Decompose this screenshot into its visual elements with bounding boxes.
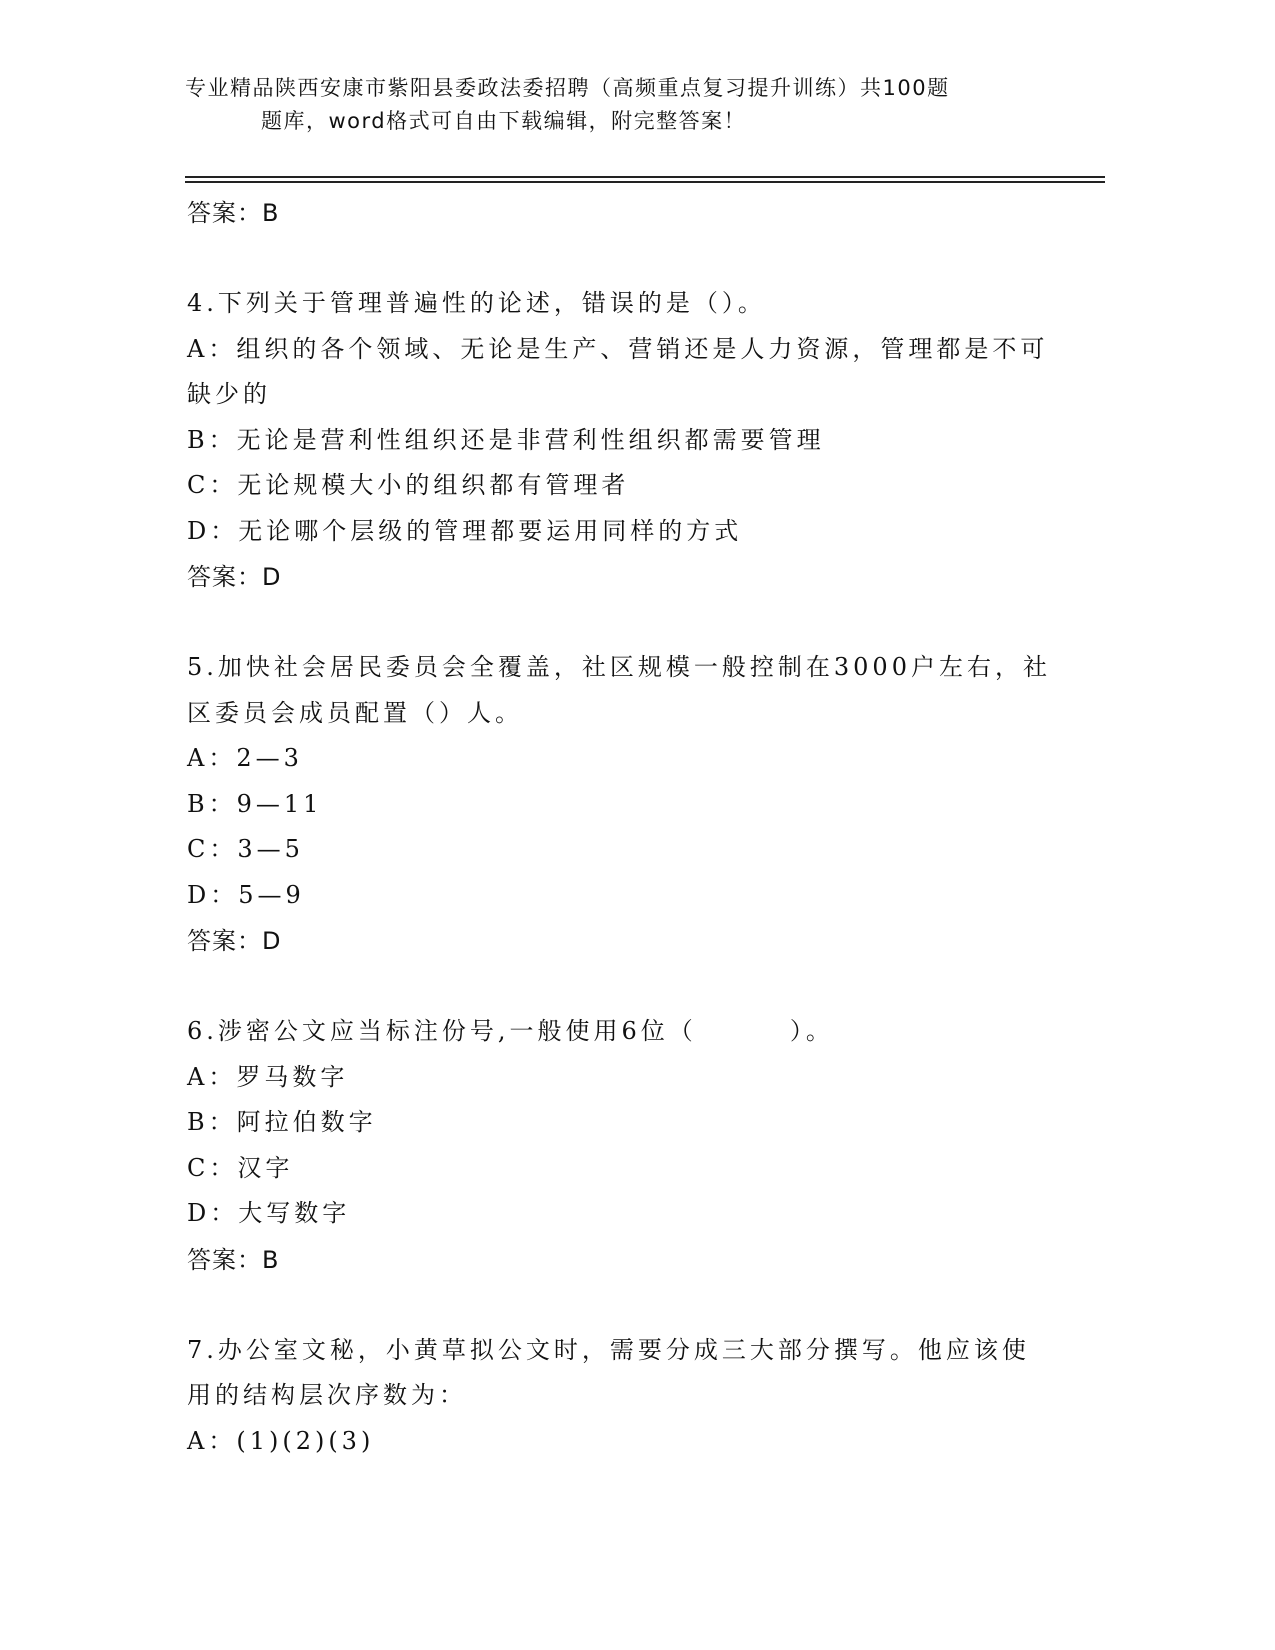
option-a: A：罗马数字 <box>187 1062 349 1091</box>
question-stem: 4.下列关于管理普遍性的论述，错误的是（）。 <box>187 289 766 317</box>
option-c: C：无论规模大小的组织都有管理者 <box>187 471 630 499</box>
spacer <box>187 964 1067 1009</box>
question-stem: 6.涉密公文应当标注份号,一般使用6位（ ）。 <box>187 1017 834 1045</box>
answer-line: 答案：D <box>187 927 282 955</box>
question-block <box>187 1328 1067 1465</box>
header-rule-top <box>185 176 1105 178</box>
option-b: B：9—11 <box>187 789 323 818</box>
question-stem-continued: 用的结构层次序数为： <box>187 1381 467 1409</box>
spacer <box>187 600 1067 645</box>
option-d: D：无论哪个层级的管理都要运用同样的方式 <box>187 516 743 545</box>
question-block <box>187 281 1067 600</box>
answer-line: 答案：B <box>187 1245 280 1274</box>
question-block <box>187 645 1067 964</box>
question-stem: 7.办公室文秘，小黄草拟公文时，需要分成三大部分撰写。他应该使 <box>187 1335 1030 1364</box>
spacer <box>187 1283 1067 1328</box>
option-c: C：3—5 <box>187 835 304 863</box>
option-d: D：大写数字 <box>187 1199 351 1227</box>
spacer <box>187 236 1067 281</box>
question-stem: 5.加快社会居民委员会全覆盖，社区规模一般控制在3000户左右，社 <box>187 653 1051 681</box>
option-d: D：5—9 <box>187 880 305 909</box>
option-a-continued: 缺少的 <box>187 380 271 408</box>
document-header <box>185 72 1045 138</box>
header-line-2: 题库，word格式可自由下载编辑，附完整答案！ <box>261 109 747 133</box>
option-a: A：组织的各个领域、无论是生产、营销还是人力资源，管理都是不可 <box>187 334 1049 363</box>
header-rule-bottom <box>185 181 1105 183</box>
answer-line: 答案：B <box>187 199 280 227</box>
question-block <box>187 1009 1067 1283</box>
option-c: C：汉字 <box>187 1153 294 1182</box>
header-line-1: 专业精品陕西安康市紫阳县委政法委招聘（高频重点复习提升训练）共100题 <box>185 76 950 100</box>
document-body <box>187 190 1067 1464</box>
answer-line: 答案：D <box>187 563 282 591</box>
option-b: B：无论是营利性组织还是非营利性组织都需要管理 <box>187 425 825 454</box>
option-b: B：阿拉伯数字 <box>187 1108 377 1136</box>
option-a: A：2—3 <box>187 744 303 772</box>
question-stem-continued: 区委员会成员配置（）人。 <box>187 698 523 727</box>
option-a: A：(1)(2)(3) <box>187 1426 375 1455</box>
